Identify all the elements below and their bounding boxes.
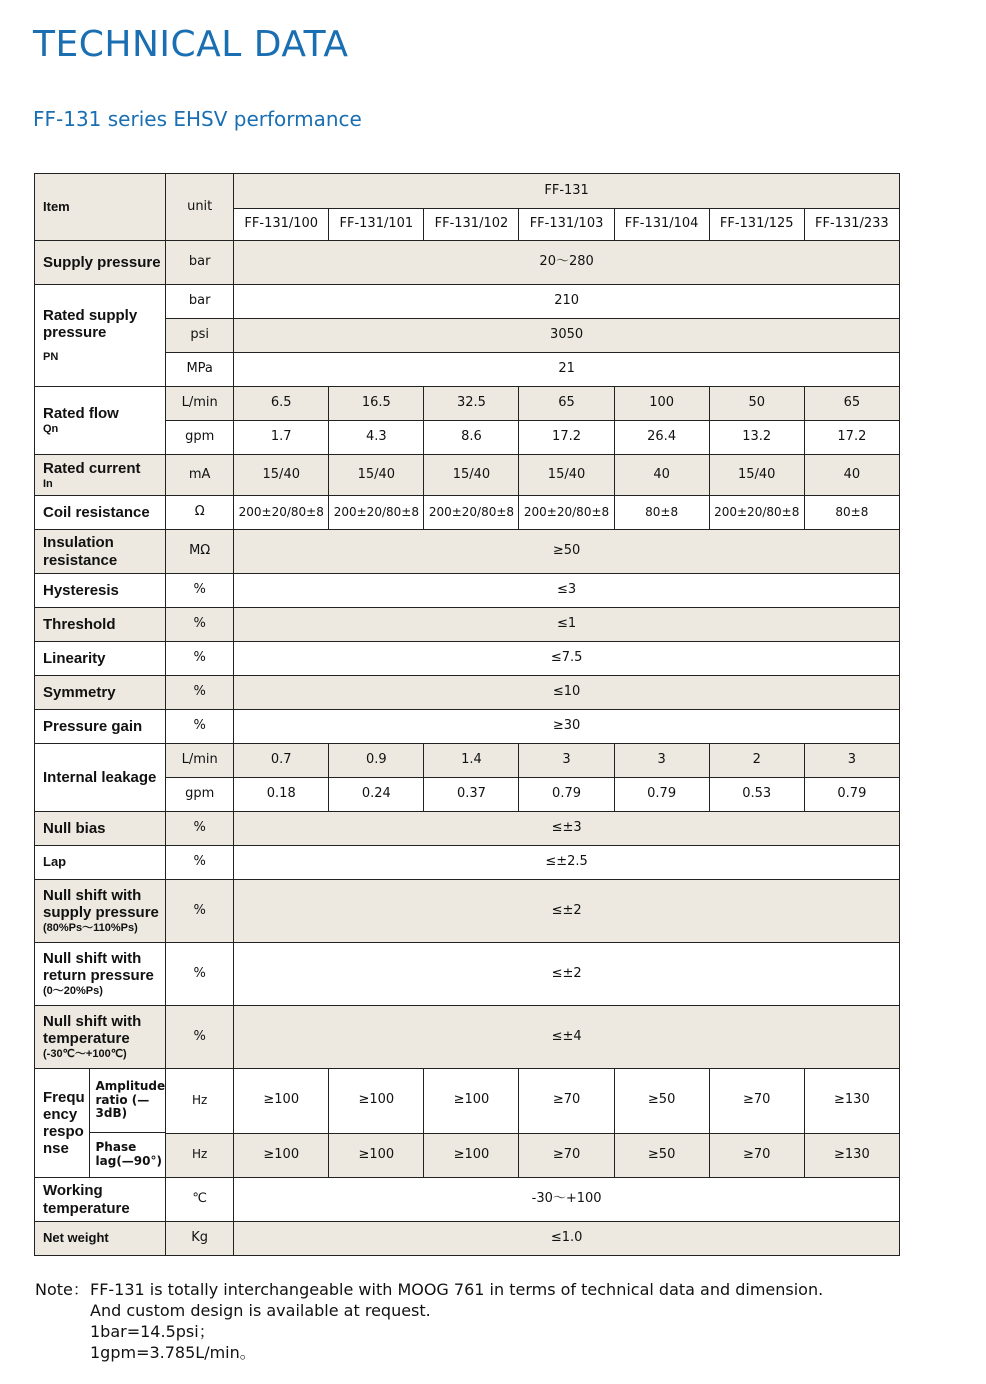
- row-value: 3: [804, 744, 899, 778]
- row-label: Insulation resistance: [35, 530, 166, 574]
- row-value: ≥50: [614, 1133, 709, 1177]
- row-value: 0.18: [234, 778, 329, 812]
- row-frequency-response-amplitude: [35, 1069, 900, 1134]
- row-value: 1.7: [234, 421, 329, 455]
- row-hysteresis: [35, 574, 900, 608]
- row-value: ≥100: [329, 1133, 424, 1177]
- row-value: 40: [804, 455, 899, 496]
- row-value: 21: [234, 353, 900, 387]
- row-value: 13.2: [709, 421, 804, 455]
- row-unit: %: [166, 676, 234, 710]
- row-unit: %: [166, 1006, 234, 1069]
- row-unit: %: [166, 880, 234, 943]
- note-line: FF-131 is totally interchangeable with MOOG 761 in terms of technical data and dimension.: [90, 1280, 824, 1299]
- row-value: 15/40: [519, 455, 614, 496]
- row-value: 80±8: [614, 496, 709, 530]
- row-label: Internal leakage: [35, 744, 166, 812]
- row-value: 65: [519, 387, 614, 421]
- row-unit: gpm: [166, 778, 234, 812]
- row-label-text: Null shift with return pressure: [43, 949, 154, 985]
- row-value: 4.3: [329, 421, 424, 455]
- row-value: ≥30: [234, 710, 900, 744]
- row-unit: L/min: [166, 744, 234, 778]
- model-header: FF-131/125: [709, 209, 804, 241]
- model-header: FF-131/102: [424, 209, 519, 241]
- page-title: TECHNICAL DATA: [33, 24, 349, 65]
- row-value: ≤1.0: [234, 1222, 900, 1256]
- row-symbol: Qn: [43, 423, 59, 436]
- row-value: ≥100: [234, 1069, 329, 1134]
- note-block: [35, 1279, 823, 1363]
- section-subtitle: FF-131 series EHSV performance: [33, 107, 362, 131]
- row-unit: ℃: [166, 1178, 234, 1222]
- row-value: 0.37: [424, 778, 519, 812]
- row-unit: %: [166, 943, 234, 1006]
- row-unit: %: [166, 710, 234, 744]
- row-value: ≥70: [709, 1069, 804, 1134]
- row-rated-supply-pressure: [35, 285, 900, 319]
- row-label: Linearity: [35, 642, 166, 676]
- row-value: 17.2: [804, 421, 899, 455]
- row-label: [35, 1069, 166, 1178]
- row-label: Working temperature: [35, 1178, 166, 1222]
- row-symbol: PN: [43, 351, 59, 364]
- row-label: Pressure gain: [35, 710, 166, 744]
- note-line: 1gpm=3.785L/min。: [90, 1343, 256, 1362]
- model-header: FF-131/100: [234, 209, 329, 241]
- row-value: ≥50: [234, 530, 900, 574]
- row-value: 20～280: [234, 241, 900, 285]
- unit-header: unit: [166, 174, 234, 241]
- row-label: [35, 1006, 166, 1069]
- row-value: ≥100: [329, 1069, 424, 1134]
- row-unit: Hz: [166, 1069, 234, 1134]
- row-value: 200±20/80±8: [709, 496, 804, 530]
- row-label-text: Frequency response: [35, 1069, 89, 1177]
- row-value: 17.2: [519, 421, 614, 455]
- row-unit: Hz: [166, 1133, 234, 1177]
- row-unit: Kg: [166, 1222, 234, 1256]
- row-value: 26.4: [614, 421, 709, 455]
- row-label: [35, 455, 166, 496]
- row-unit: gpm: [166, 421, 234, 455]
- row-label: Net weight: [35, 1222, 166, 1256]
- row-label: [35, 285, 166, 387]
- row-label-text: Rated flow: [43, 405, 119, 423]
- row-value: ≥70: [709, 1133, 804, 1177]
- row-unit: psi: [166, 319, 234, 353]
- row-unit: MPa: [166, 353, 234, 387]
- model-header: FF-131/101: [329, 209, 424, 241]
- row-value: 200±20/80±8: [234, 496, 329, 530]
- row-label: [35, 943, 166, 1006]
- row-value: 1.4: [424, 744, 519, 778]
- row-value: ≤7.5: [234, 642, 900, 676]
- model-header: FF-131/233: [804, 209, 899, 241]
- row-value: 0.7: [234, 744, 329, 778]
- model-header: FF-131/104: [614, 209, 709, 241]
- row-unit: %: [166, 812, 234, 846]
- row-value: 200±20/80±8: [424, 496, 519, 530]
- row-value: ≤10: [234, 676, 900, 710]
- row-value: ≤±2.5: [234, 846, 900, 880]
- row-unit: Ω: [166, 496, 234, 530]
- row-unit: L/min: [166, 387, 234, 421]
- row-value: 6.5: [234, 387, 329, 421]
- row-value: 3: [519, 744, 614, 778]
- row-lap: [35, 846, 900, 880]
- row-condition: (80%Ps～110%Ps): [43, 922, 138, 935]
- row-null-bias: [35, 812, 900, 846]
- row-unit: bar: [166, 285, 234, 319]
- row-unit: bar: [166, 241, 234, 285]
- note-line: 1bar=14.5psi；: [90, 1322, 215, 1341]
- row-pressure-gain: [35, 710, 900, 744]
- row-value: ≤±3: [234, 812, 900, 846]
- row-value: 16.5: [329, 387, 424, 421]
- row-rated-current: [35, 455, 900, 496]
- row-value: 15/40: [329, 455, 424, 496]
- row-condition: (-30℃～+100℃): [43, 1048, 127, 1061]
- group-header: FF-131: [234, 174, 900, 209]
- row-value: 2: [709, 744, 804, 778]
- row-symmetry: [35, 676, 900, 710]
- row-value: 200±20/80±8: [519, 496, 614, 530]
- row-value: 15/40: [424, 455, 519, 496]
- table-header-row: [35, 174, 900, 209]
- row-value: ≥70: [519, 1069, 614, 1134]
- row-value: 0.79: [614, 778, 709, 812]
- row-value: ≤±2: [234, 943, 900, 1006]
- row-value: -30～+100: [234, 1178, 900, 1222]
- row-value: ≤±2: [234, 880, 900, 943]
- row-working-temperature: [35, 1178, 900, 1222]
- row-supply-pressure: [35, 241, 900, 285]
- row-value: 15/40: [234, 455, 329, 496]
- row-value: 0.9: [329, 744, 424, 778]
- row-label-text: Rated supply pressure: [43, 306, 138, 342]
- row-value: 0.79: [519, 778, 614, 812]
- row-coil-resistance: [35, 496, 900, 530]
- row-label: Supply pressure: [35, 241, 166, 285]
- row-value: 15/40: [709, 455, 804, 496]
- item-header: Item: [35, 174, 166, 241]
- model-header: FF-131/103: [519, 209, 614, 241]
- row-label-text: Null shift with supply pressure: [43, 886, 159, 922]
- row-value: 65: [804, 387, 899, 421]
- row-null-shift-supply: [35, 880, 900, 943]
- row-value: 0.24: [329, 778, 424, 812]
- row-value: 3050: [234, 319, 900, 353]
- row-internal-leakage: [35, 744, 900, 778]
- row-insulation-resistance: [35, 530, 900, 574]
- row-value: 0.53: [709, 778, 804, 812]
- row-value: ≤1: [234, 608, 900, 642]
- row-value: 200±20/80±8: [329, 496, 424, 530]
- row-value: 3: [614, 744, 709, 778]
- note-label: Note：: [35, 1280, 89, 1299]
- performance-table: [34, 173, 900, 1256]
- row-rated-flow: [35, 387, 900, 421]
- row-value: 80±8: [804, 496, 899, 530]
- row-label: Threshold: [35, 608, 166, 642]
- row-value: 8.6: [424, 421, 519, 455]
- row-value: ≥70: [519, 1133, 614, 1177]
- row-null-shift-temperature: [35, 1006, 900, 1069]
- row-condition: (0～20%Ps): [43, 985, 103, 998]
- row-value: 32.5: [424, 387, 519, 421]
- row-value: 210: [234, 285, 900, 319]
- row-unit: %: [166, 608, 234, 642]
- row-label: Lap: [35, 846, 166, 880]
- row-label: [35, 880, 166, 943]
- sub-row-label: Phase lag(—90°): [95, 1140, 162, 1168]
- row-unit: MΩ: [166, 530, 234, 574]
- row-value: ≥130: [804, 1069, 899, 1134]
- row-null-shift-return: [35, 943, 900, 1006]
- row-label: Coil resistance: [35, 496, 166, 530]
- row-label: Symmetry: [35, 676, 166, 710]
- row-value: ≥100: [424, 1069, 519, 1134]
- row-value: 0.79: [804, 778, 899, 812]
- row-value: 100: [614, 387, 709, 421]
- row-net-weight: [35, 1222, 900, 1256]
- row-unit: %: [166, 846, 234, 880]
- row-label: Null bias: [35, 812, 166, 846]
- row-value: 50: [709, 387, 804, 421]
- row-value: ≥50: [614, 1069, 709, 1134]
- row-threshold: [35, 608, 900, 642]
- row-unit: %: [166, 642, 234, 676]
- row-value: ≥100: [424, 1133, 519, 1177]
- row-label: Hysteresis: [35, 574, 166, 608]
- row-label-text: Null shift with temperature: [43, 1012, 142, 1048]
- row-unit: %: [166, 574, 234, 608]
- row-value: ≥130: [804, 1133, 899, 1177]
- row-value: ≤±4: [234, 1006, 900, 1069]
- row-symbol: In: [43, 477, 53, 490]
- row-unit: mA: [166, 455, 234, 496]
- sub-row-label: Amplitude ratio (—3dB): [90, 1069, 166, 1133]
- row-value: 40: [614, 455, 709, 496]
- row-value: ≥100: [234, 1133, 329, 1177]
- note-line: And custom design is available at request.: [90, 1301, 431, 1320]
- row-label: [35, 387, 166, 455]
- row-label-text: Rated current: [43, 459, 141, 477]
- row-value: ≤3: [234, 574, 900, 608]
- row-linearity: [35, 642, 900, 676]
